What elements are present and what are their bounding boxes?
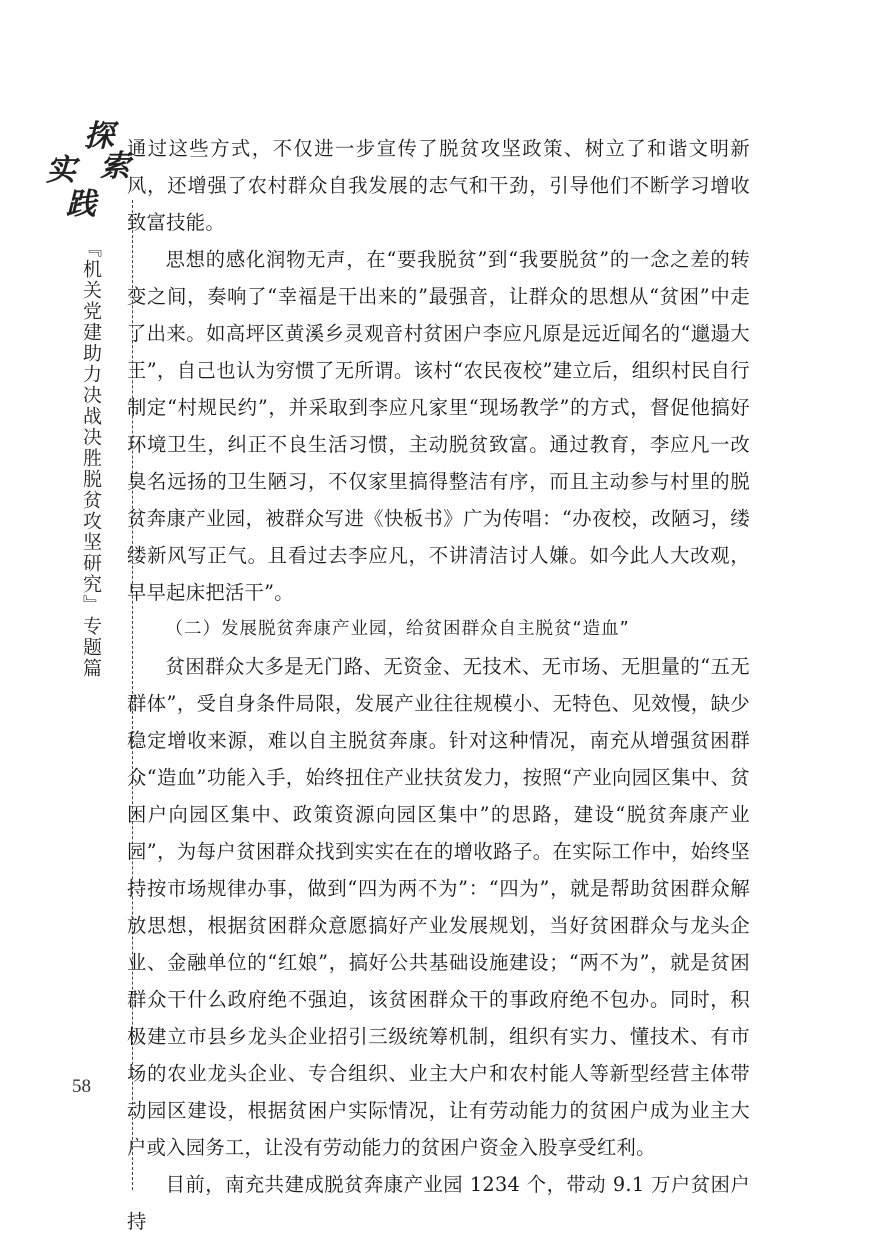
paragraph: 思想的感化润物无声，在“要我脱贫”到“我要脱贫”的一念之差的转变之间，奏响了“幸福是干出来的”最强音，让群众的思想从“贫困”中走了出来。如高坪区黄溪乡灵观音村贫困户李应凡原是远近闻名的“邋遢大王”，自己也认为穷惯了无所谓。该村“农民夜校”建立后，组织村民自行制定“村规民约”，并采取到李应凡家里“现场教学”的方式，督促他搞好环境卫生，纠正不良生活习惯，主动脱贫致富。通过教育，李应凡一改臭名远扬的卫生陋习，不仅家里搞得整洁有序，而且主动参与村里的脱贫奔康产业园，被群众写进《快板书》广为传唱：“办夜校，改陋习，缕缕新风写正气。且看过去李应凡，不讲清洁讨人嫌。如今此人大改观，早早起床把活干”。 [127, 248, 750, 604]
sidebar [40, 120, 130, 1110]
page-number: 58 [72, 1076, 91, 1097]
section-subheading: （二）发展脱贫奔康产业园，给贫困群众自主脱贫“造血” [165, 619, 630, 639]
body-text [127, 130, 750, 1240]
series-title: 『机关党建助力决战决胜脱贫攻坚研究』专题篇 [80, 238, 102, 679]
logo-char: 践 [66, 187, 96, 222]
logo-char: 实 [46, 153, 76, 188]
paragraph: 目前，南充共建成脱贫奔康产业园 1234 个，带动 9.1 万户贫困户持 [127, 1173, 750, 1233]
paragraph: 贫困群众大多是无门路、无资金、无技术、无市场、无胆量的“五无群体”，受自身条件局限，发展产业往往规模小、无特色、见效慢，缺少稳定增收来源，难以自主脱贫奔康。针对这种情况，南充从增强贫困群众“造血”功能入手，始终扭住产业扶贫发力，按照“产业向园区集中、贫困户向园区集中、政策资源向园区集中”的思路，建设“脱贫奔康产业园”，为每户贫困群众找到实实在在的增收路子。在实际工作中，始终坚持按市场规律办事，做到“四为两不为”：“四为”，就是帮助贫困群众解放思想，根据贫困群众意愿搞好产业发展规划，当好贫困群众与龙头企业、金融单位的“红娘”，搞好公共基础设施建设；“两不为”，就是贫困群众干什么政府绝不强迫，该贫困群众干的事政府绝不包办。同时，积极建立市县乡龙头企业招引三级统筹机制，组织有实力、懂技术、有市场的农业龙头企业、专合组织、业主大户和农村能人等新型经营主体带动园区建设，根据贫困户实际情况，让有劳动能力的贫困户成为业主大户或入园务工，让没有劳动能力的贫困户资金入股享受红利。 [127, 655, 750, 1159]
logo-char: 探 [84, 119, 114, 154]
column-logo [40, 120, 130, 230]
paragraph: 通过这些方式，不仅进一步宣传了脱贫攻坚政策、树立了和谐文明新风，还增强了农村群众自我发展的志气和干劲，引导他们不断学习增收致富技能。 [127, 137, 750, 234]
logo-char: 索 [100, 149, 130, 184]
